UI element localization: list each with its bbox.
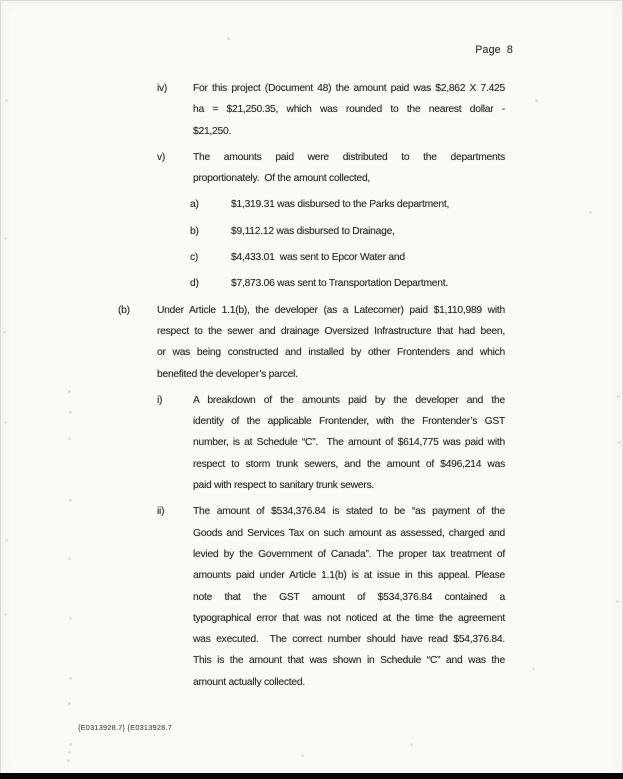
text-line: benefited the developer’s parcel. [157, 368, 298, 380]
paragraph-text [231, 221, 563, 242]
text-line: The amounts paid were distributed to the departments [193, 151, 505, 163]
list-marker: b) [190, 225, 199, 237]
list-marker: v) [157, 151, 166, 163]
text-line: respect to the sewer and drainage Oversized Infrastructure that had been, [157, 325, 505, 337]
list-marker: i) [157, 394, 163, 406]
paragraph-text [193, 390, 505, 496]
list-item-l3-d [0, 273, 623, 294]
list-marker: c) [190, 252, 199, 264]
list-marker: (b) [118, 304, 130, 316]
paragraph-text [193, 501, 505, 693]
text-line: levied by the Government of Canada”. The proper tax treatment of [193, 548, 505, 560]
text-line: ha = $21,250.35, which was rounded to the nearest dollar - [193, 104, 505, 116]
text-line: proportionately. Of the amount collected, [193, 173, 371, 185]
footer-stamp: {E0313928.7} {E0313928.7 [78, 723, 173, 732]
text-line: The amount of $534,376.84 is stated to be “as payment of the [193, 506, 505, 518]
text-line: note that the GST amount of $534,376.84 contained a [193, 591, 505, 603]
text-line: typographical error that was not noticed at the time the agreement [193, 612, 505, 624]
list-marker: ii) [157, 506, 165, 518]
list-marker: iv) [157, 83, 168, 94]
scan-noise [0, 0, 1, 1]
text-line: was executed. The correct number should have read $54,376.84. [193, 634, 505, 646]
list-marker: d) [190, 278, 199, 290]
list-item-l3-c [0, 247, 623, 268]
paragraph-text [231, 194, 563, 215]
paragraph-text [157, 300, 505, 385]
text-line: $1,319.31 was disbursed to the Parks department, [231, 199, 450, 211]
list-item-l2-v [0, 147, 623, 190]
text-line: or was being constructed and installed by other Frontenders and which [157, 347, 505, 359]
list-marker: a) [190, 199, 199, 211]
list-item-l2-iv [0, 78, 623, 142]
text-line: This is the amount that was shown in Schedule “C” and was the [193, 655, 505, 667]
text-line: number, is at Schedule “C”. The amount of $614,775 was paid with [193, 437, 505, 449]
paragraph-text [193, 78, 505, 142]
list-item-l2-i [0, 390, 623, 496]
list-item-l2-ii [0, 501, 623, 693]
scan-edge-bar [0, 773, 623, 779]
text-line: respect to storm trunk sewers, and the amount of $496,214 was [193, 458, 505, 470]
paragraph-text [231, 273, 563, 294]
paragraph-text [231, 247, 563, 268]
text-line: $9,112.12 was disbursed to Drainage, [231, 225, 395, 237]
text-line: $7,873.06 was sent to Transportation Department. [231, 278, 448, 290]
text-line: A breakdown of the amounts paid by the developer and the [193, 394, 505, 406]
text-line: $21,250. [193, 125, 232, 137]
paragraph-text [193, 147, 505, 190]
list-item-l3-a [0, 194, 623, 215]
list-item-l3-b [0, 221, 623, 242]
text-line: amounts paid under Article 1.1(b) is at issue in this appeal. Please [193, 570, 505, 582]
text-line: identity of the applicable Frontender, with the Frontender’s GST [193, 416, 505, 428]
list-item-l1-b [0, 300, 623, 385]
page-number: Page 8 [475, 44, 513, 56]
text-line: paid with respect to sanitary trunk sewers. [193, 480, 374, 492]
text-line: Goods and Services Tax on such amount as assessed, charged and [193, 527, 505, 539]
text-line: $4,433.01 was sent to Epcor Water and [231, 252, 405, 264]
text-line: amount actually collected. [193, 676, 305, 688]
text-line: For this project (Document 48) the amount paid was $2,862 X 7.425 [193, 83, 505, 94]
text-line: Under Article 1.1(b), the developer (as a Latecomer) paid $1,110,989 with [157, 304, 505, 316]
